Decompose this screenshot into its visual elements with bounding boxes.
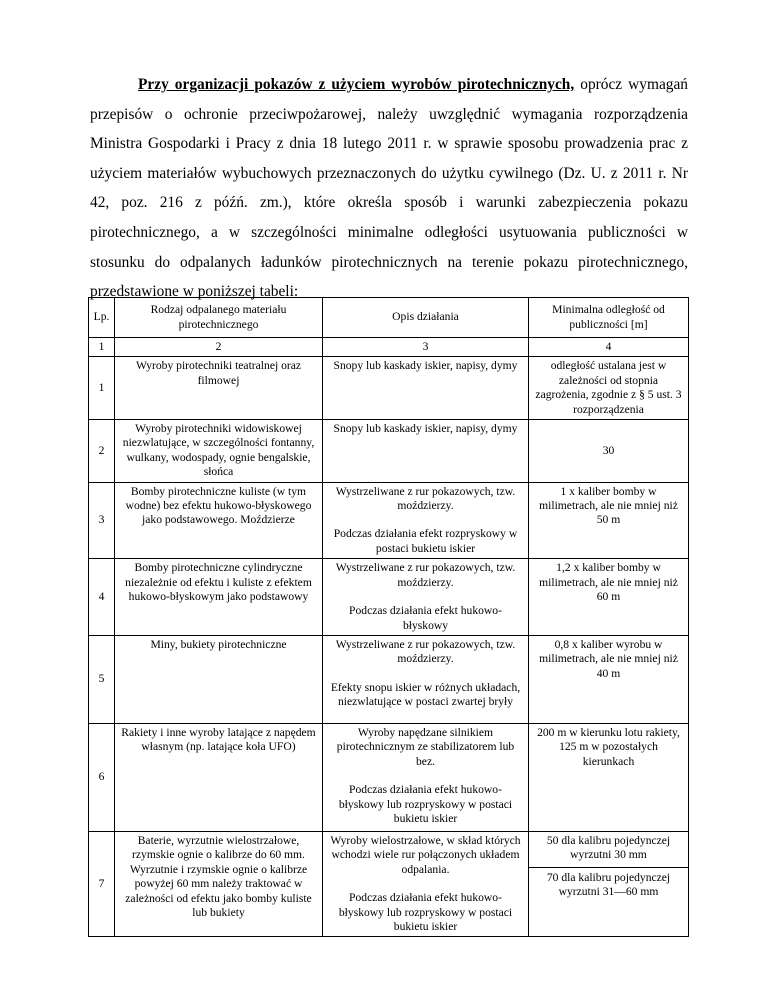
table-row [89,482,689,559]
lp-text: 7 [98,876,105,890]
col-number: 4 [529,338,689,357]
table-number-row [89,338,689,357]
cell-distance [529,357,689,420]
cell-lp [89,559,115,636]
distance-text: 0,8 x kaliber wyrobu w milimetrach, ale nie mniej niż 40 m [539,637,678,680]
col-number: 3 [323,338,529,357]
cell-opis [323,357,529,420]
cell-lp [89,635,115,723]
cell-lp [89,357,115,420]
header-opis: Opis działania [323,298,529,338]
opis-text: Wyroby napędzane silnikiem pirotechnicznym ze stabilizatorem lub bez. [336,725,515,768]
table-row [89,635,689,723]
cell-material [115,559,323,636]
intro-heading: Przy organizacji pokazów z użyciem wyrobów pirotechnicznych, [138,76,575,93]
distance-text: 1 x kaliber bomby w milimetrach, ale nie mniej niż 50 m [539,484,678,527]
opis-text: Wystrzeliwane z rur pokazowych, tzw. moździerzy. [335,561,516,589]
material-text: Wyroby pirotechniki widowiskowej niezwlatujące, w szczególności fontanny, wulkany, wodospady, ognie bengalskie, słońca [122,422,315,479]
table-row [89,420,689,483]
header-distance: Minimalna odległość od publiczności [m] [529,298,689,338]
distance-text: 30 [602,443,615,457]
intro-paragraph [90,70,688,307]
header-material: Rodzaj odpalanego materiału pirotechnicznego [115,298,323,338]
cell-opis [323,831,529,936]
cell-distance [529,635,689,723]
cell-material [115,723,323,831]
cell-lp [89,723,115,831]
cell-opis [323,482,529,559]
material-text: Bomby pirotechniczne cylindryczne niezależnie od efektu i kuliste z efektem hukowo-błyskowym jako podstawowy [125,561,312,604]
opis-effect-text: Podczas działania efekt hukowo-błyskowy lub rozpryskowy w postaci bukietu iskier [338,891,513,933]
cell-opis [323,723,529,831]
cell-material [115,831,323,936]
cell-distance [529,723,689,831]
lp-text: 6 [98,770,105,784]
col-number: 1 [89,338,115,357]
cell-opis [323,420,529,483]
opis-text: Wyroby wielostrzałowe, w skład których wchodzi wiele rur połączonych układem odpalania. [330,833,521,876]
cell-lp [89,482,115,559]
cell-lp [89,420,115,483]
material-text: Wyroby pirotechniki teatralnej oraz filmowej [135,359,302,387]
opis-text: Snopy lub kaskady iskier, napisy, dymy [333,359,518,373]
lp-text: 4 [98,589,105,603]
distance-text-secondary: 70 dla kalibru pojedynczej wyrzutni 31—60 mm [546,870,671,899]
cell-opis [323,559,529,636]
intro-text: oprócz wymagań przepisów o ochronie przeciwpożarowej, należy uwzględnić wymagania rozporządzenia Ministra Gospodarki i Pracy z dnia 18 lutego 2011 r. w sprawie sposobu prowadzenia prac z użyciem materiałów wybuchowych przeznaczonych do użytku cywilnego (Dz. U. z 2011 r. Nr 42, poz. 216 z późń. zm.), które określa sposób i warunki zabezpieczenia pokazu pirotechnicznego, a w szczególności minimalne odległości usytuowania publiczności w stosunku do odpalanych ładunków pirotechnicznych na terenie pokazu pirotechnicznego, przedstawione w poniższej tabeli: [90,76,688,301]
lp-text: 1 [98,381,105,395]
opis-effect-text: Podczas działania efekt hukowo-błyskowy [349,604,502,632]
cell-material [115,635,323,723]
opis-effect-text: Efekty snopu iskier w różnych układach, niezwlatujące w postaci zwartej bryły [330,680,521,709]
opis-text: Snopy lub kaskady iskier, napisy, dymy [333,422,518,436]
lp-text: 3 [98,513,105,527]
distance-text: odległość ustalana jest w zależności od stopnia zagrożenia, zgodnie z § 5 ust. 3 rozporządzenia [535,359,682,416]
distance-table [88,297,689,937]
col-number: 2 [115,338,323,357]
cell-opis [323,635,529,723]
opis-effect-text: Podczas działania efekt rozpryskowy w postaci bukietu iskier [333,527,518,555]
material-text: Baterie, wyrzutnie wielostrzałowe, rzymskie ognie o kalibrze do 60 mm. Wyrzutnie i rzymskie ognie o kalibrze powyżej 60 mm należy traktować w zależności od efektu jako bomby kuliste lub bukiety [125,833,312,919]
cell-material [115,357,323,420]
material-text: Bomby pirotechniczne kuliste (w tym wodne) bez efektu hukowo-błyskowego jako podstawowego. Moździerze [125,484,312,527]
table-row [89,831,689,936]
table-header-row [89,298,689,338]
opis-text: Wystrzeliwane z rur pokazowych, tzw. moździerzy. [335,484,516,513]
header-lp: Lp. [89,298,115,338]
table-row [89,559,689,636]
cell-material [115,482,323,559]
opis-text: Wystrzeliwane z rur pokazowych, tzw. moździerzy. [335,637,516,666]
material-text: Rakiety i inne wyroby latające z napędem własnym (np. latające koła UFO) [121,725,316,754]
cell-lp [89,831,115,936]
table-row [89,723,689,831]
cell-material [115,420,323,483]
material-text: Miny, bukiety pirotechniczne [150,637,287,651]
cell-distance [529,482,689,559]
distance-text: 1,2 x kaliber bomby w milimetrach, ale nie mniej niż 60 m [539,561,678,604]
lp-text: 2 [98,443,105,457]
lp-text: 5 [98,672,105,686]
cell-distance [529,831,689,936]
distance-text: 50 dla kalibru pojedynczej wyrzutni 30 mm [546,833,671,862]
distance-text: 200 m w kierunku lotu rakiety, 125 m w pozostałych kierunkach [537,725,680,768]
cell-distance [529,420,689,483]
table-row [89,357,689,420]
cell-distance [529,559,689,636]
opis-effect-text: Podczas działania efekt hukowo-błyskowy lub rozpryskowy w postaci bukietu iskier [338,783,513,825]
